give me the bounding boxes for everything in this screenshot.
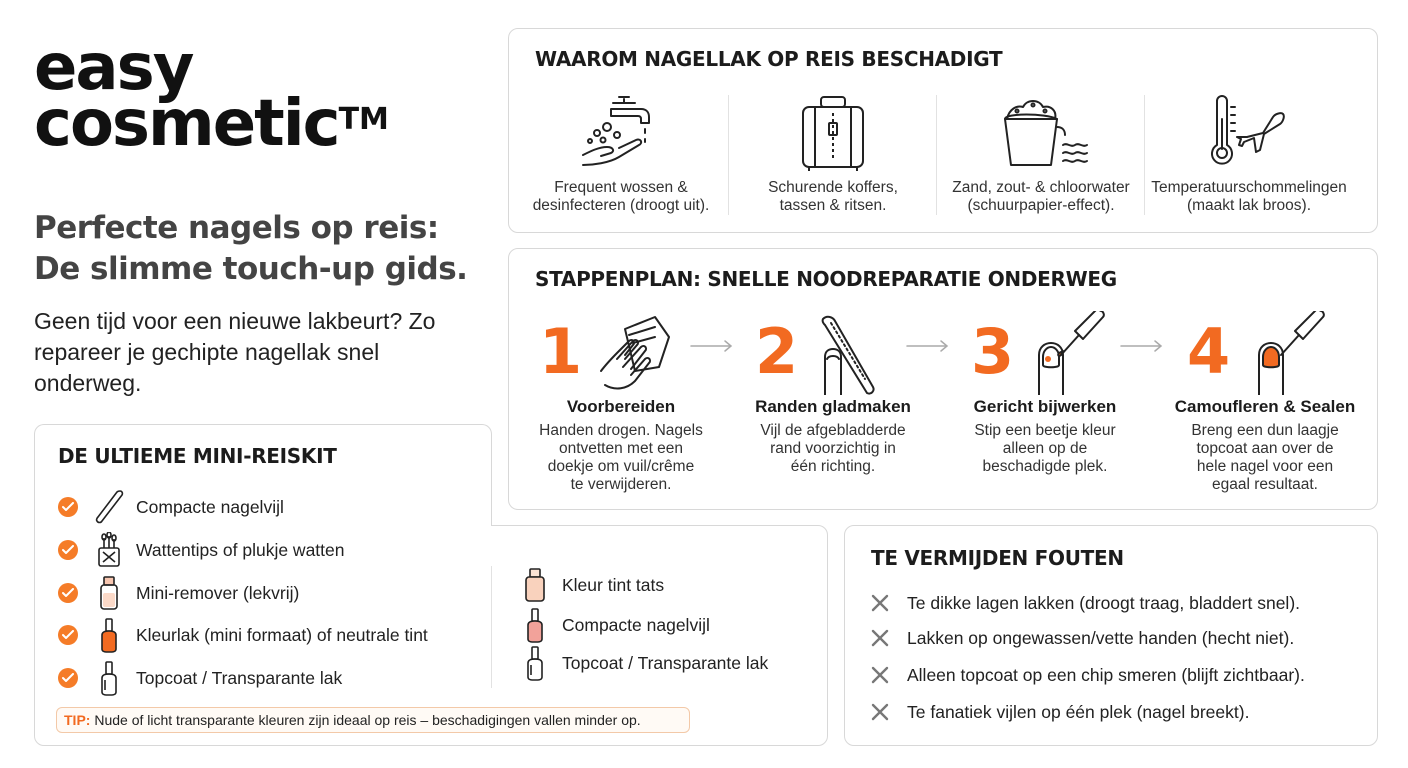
cross-icon bbox=[869, 701, 891, 723]
kit-item-label: Topcoat / Transparante lak bbox=[136, 667, 343, 688]
cross-icon bbox=[869, 664, 891, 686]
step-desc-line: beschadigde plek. bbox=[982, 458, 1108, 475]
faucet-washing-hands-icon bbox=[573, 93, 669, 173]
steps-card bbox=[508, 248, 1378, 510]
step-title: Voorbereiden bbox=[566, 397, 676, 416]
why-text bbox=[937, 179, 1145, 215]
step-description bbox=[945, 422, 1145, 476]
kit-item bbox=[58, 663, 342, 693]
clear-polish-bottle-icon bbox=[520, 645, 550, 681]
mistakes-card bbox=[844, 525, 1378, 746]
arrow-right-icon bbox=[689, 339, 735, 353]
mistake-item bbox=[869, 700, 1249, 724]
kit-item-label: Compacte nagelvijl bbox=[562, 614, 710, 635]
step-3 bbox=[945, 309, 1145, 499]
step-desc-line: doekje om vuil/crême bbox=[547, 458, 695, 475]
kit-item bbox=[520, 648, 768, 678]
why-item bbox=[729, 91, 937, 221]
why-text-line: tassen & ritsen. bbox=[779, 197, 887, 214]
step-number: 1 bbox=[539, 315, 583, 388]
step-desc-line: één richting. bbox=[790, 458, 876, 475]
nude-polish-bottle-icon bbox=[520, 567, 550, 603]
brand-line-2 bbox=[34, 87, 389, 161]
check-icon bbox=[58, 540, 78, 560]
nail-touch-up-brush-icon bbox=[1031, 311, 1131, 395]
trademark: TM bbox=[338, 102, 389, 137]
pink-polish-bottle-icon bbox=[520, 607, 550, 643]
step-description bbox=[521, 422, 721, 494]
step-desc-line: te verwijderen. bbox=[570, 476, 672, 493]
kit-title: DE ULTIEME MINI-REISKIT bbox=[58, 444, 337, 468]
step-desc-line: hele nagel voor een bbox=[1196, 458, 1334, 475]
steps-title: STAPPENPLAN: SNELLE NOODREPARATIE ONDERWEG bbox=[535, 267, 1117, 291]
step-desc-line: Handen drogen. Nagels bbox=[539, 422, 703, 439]
mistake-item bbox=[869, 626, 1294, 650]
why-text bbox=[729, 179, 937, 215]
why-item bbox=[937, 91, 1145, 221]
hand-wipe-icon bbox=[587, 311, 687, 395]
step-desc-line: egaal resultaat. bbox=[1212, 476, 1318, 493]
kit-item-label: Mini-remover (lekvrij) bbox=[136, 582, 300, 603]
brand-logo bbox=[34, 31, 389, 161]
kit-item-label: Kleurlak (mini formaat) of neutrale tint bbox=[136, 624, 428, 645]
step-desc-line: Stip een beetje kleur bbox=[974, 422, 1116, 439]
kit-item-label: Wattentips of plukje watten bbox=[136, 539, 345, 560]
why-text-line: Zand, zout- & chloorwater bbox=[952, 179, 1130, 196]
kit-item-label: Kleur tint tats bbox=[562, 574, 665, 595]
why-text bbox=[1145, 179, 1353, 215]
kit-item bbox=[58, 492, 284, 522]
sand-bucket-water-icon bbox=[993, 93, 1089, 173]
tip-text: Nude of licht transparante kleuren zijn ideaal op reis – beschadigingen vallen minder op. bbox=[90, 712, 641, 728]
intro-text: Geen tijd voor een nieuwe lakbeurt? Zo repareer je gechipte nagellak snel onderweg. bbox=[34, 308, 436, 396]
kit-item-label: Topcoat / Transparante lak bbox=[562, 652, 769, 673]
step-number: 3 bbox=[971, 315, 1015, 388]
step-desc-line: Vijl de afgebladderde bbox=[760, 422, 906, 439]
tip-box bbox=[56, 707, 690, 733]
arrow-right-icon bbox=[1119, 339, 1165, 353]
step-desc-line: alleen op de bbox=[1002, 440, 1088, 457]
headline-line-2: De slimme touch-up gids. bbox=[34, 251, 468, 287]
nail-file-icon bbox=[94, 489, 124, 525]
step-number: 2 bbox=[755, 315, 799, 388]
thermometer-airplane-icon bbox=[1201, 93, 1297, 173]
mistake-item bbox=[869, 663, 1305, 687]
why-card bbox=[508, 28, 1378, 233]
tip-label: TIP: bbox=[64, 712, 91, 728]
why-item bbox=[1145, 91, 1353, 221]
headline-line-1: Perfecte nagels op reis: bbox=[34, 210, 439, 246]
step-description bbox=[1165, 422, 1365, 494]
nail-topcoat-brush-icon bbox=[1251, 311, 1351, 395]
cross-icon bbox=[869, 627, 891, 649]
kit-item-label: Compacte nagelvijl bbox=[136, 496, 284, 517]
page-headline bbox=[34, 208, 467, 290]
kit-item bbox=[58, 578, 299, 608]
why-text-line: (schuurpapier-effect). bbox=[967, 197, 1115, 214]
why-title: WAAROM NAGELLAK OP REIS BESCHADIGT bbox=[535, 47, 1003, 71]
mistake-label: Te dikke lagen lakken (droogt traag, bladdert snel). bbox=[907, 592, 1301, 613]
mistake-item bbox=[869, 591, 1300, 615]
brand-line-2-text: cosmetic bbox=[34, 87, 339, 161]
why-item bbox=[517, 91, 725, 221]
suitcase-icon bbox=[785, 93, 881, 173]
kit-item bbox=[58, 620, 428, 650]
kit-item bbox=[520, 570, 664, 600]
step-title: Gericht bijwerken bbox=[973, 397, 1117, 416]
step-4 bbox=[1165, 309, 1365, 499]
remover-bottle-icon bbox=[94, 575, 124, 611]
divider bbox=[491, 566, 492, 688]
nail-file-icon bbox=[815, 311, 915, 395]
why-text-line: Frequent wossen & bbox=[554, 179, 688, 196]
step-title: Camoufleren & Sealen bbox=[1174, 397, 1356, 416]
step-desc-line: ontvetten met een bbox=[558, 440, 684, 457]
check-icon bbox=[58, 583, 78, 603]
step-title: Randen gladmaken bbox=[755, 397, 911, 416]
cross-icon bbox=[869, 592, 891, 614]
check-icon bbox=[58, 625, 78, 645]
mistake-label: Te fanatiek vijlen op één plek (nagel breekt). bbox=[907, 701, 1250, 722]
step-desc-line: Breng een dun laagje bbox=[1191, 422, 1339, 439]
step-desc-line: topcoat aan over de bbox=[1196, 440, 1334, 457]
kit-item bbox=[58, 535, 345, 565]
step-1 bbox=[521, 309, 721, 499]
topcoat-bottle-icon bbox=[94, 660, 124, 696]
step-2 bbox=[733, 309, 933, 499]
why-text bbox=[517, 179, 725, 215]
why-text-line: Temperatuurschommelingen bbox=[1151, 179, 1347, 196]
why-text-line: (maakt lak broos). bbox=[1186, 197, 1312, 214]
mistakes-title: TE VERMIJDEN FOUTEN bbox=[871, 546, 1124, 570]
why-text-line: Schurende koffers, bbox=[768, 179, 898, 196]
step-desc-line: rand voorzichtig in bbox=[770, 440, 896, 457]
mistake-label: Lakken op ongewassen/vette handen (hecht niet). bbox=[907, 627, 1295, 648]
brand-line-1: easy bbox=[34, 31, 193, 105]
check-icon bbox=[58, 668, 78, 688]
step-description bbox=[733, 422, 933, 476]
kit-item bbox=[520, 610, 710, 640]
cotton-swabs-icon bbox=[94, 532, 124, 568]
nail-polish-orange-icon bbox=[94, 617, 124, 653]
step-number: 4 bbox=[1187, 315, 1231, 388]
mistake-label: Alleen topcoat op een chip smeren (blijft zichtbaar). bbox=[907, 664, 1305, 685]
check-icon bbox=[58, 497, 78, 517]
why-text-line: desinfecteren (droogt uit). bbox=[532, 197, 710, 214]
